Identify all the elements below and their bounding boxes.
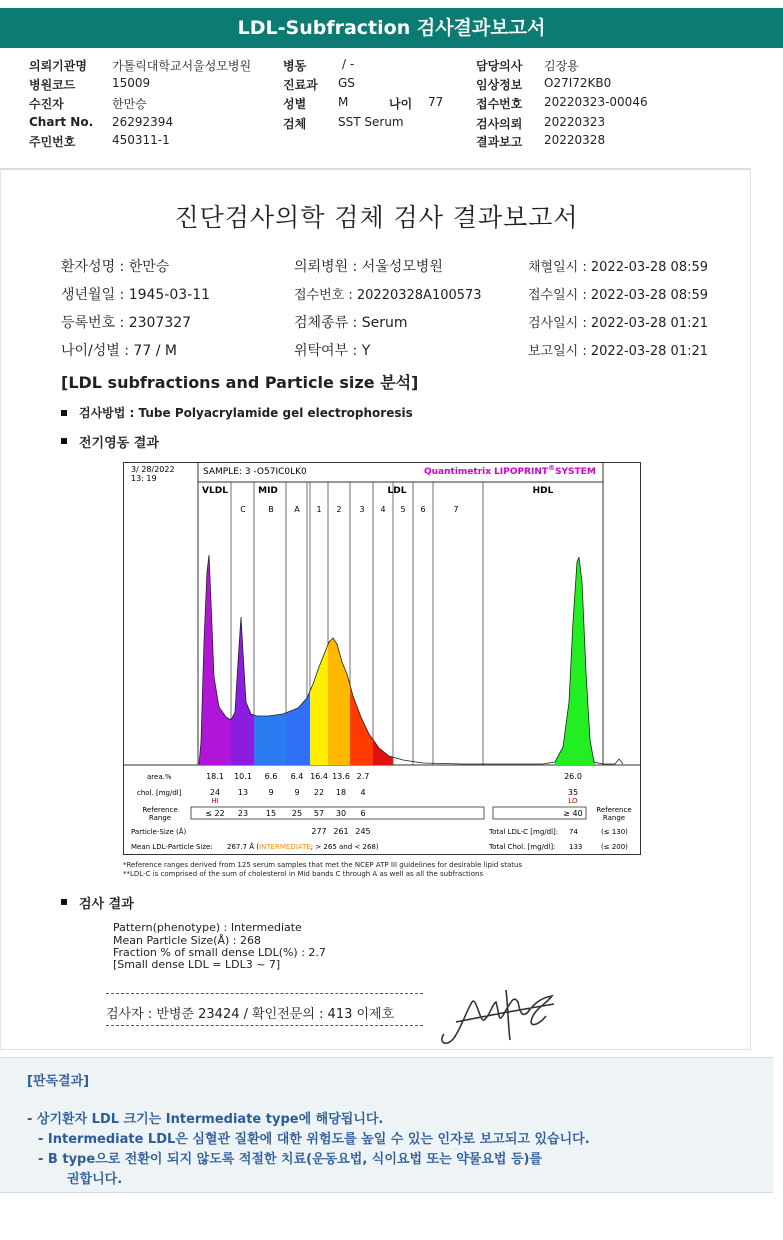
total-chol-value: 133 — [569, 843, 583, 851]
ref-value: 23 — [237, 809, 249, 818]
value: SST Serum — [338, 115, 404, 129]
ref-label: Reference — [142, 806, 178, 814]
ref-label: Range — [602, 814, 626, 822]
footnote-2: **LDL-C is comprised of the sum of cholesterol in Mid bands C through A as well as all the subfractions — [123, 870, 484, 878]
total-ldl-ref: (≤ 130) — [601, 828, 628, 836]
dashed-divider — [106, 1025, 423, 1026]
field-hospital: 의뢰병원 : 서울성모병원 — [294, 259, 443, 275]
field-collect-time: 채혈일시 : 2022-03-28 08:59 — [528, 260, 709, 275]
field-reg-no: 등록번호 : 2307327 — [61, 315, 192, 331]
table-row-label: chol. [mg/dl] — [137, 789, 182, 797]
ref-value: 30 — [335, 809, 347, 818]
dashed-divider — [106, 993, 423, 994]
value: 450311-1 — [112, 133, 170, 147]
label: 접수번호 — [476, 97, 523, 111]
result-line-3: Fraction % of small dense LDL(%) : 2.7 — [113, 946, 326, 959]
result-line-4: [Small dense LDL = LDL3 ~ 7] — [113, 958, 281, 971]
value: 26292394 — [112, 115, 174, 129]
value: 김장용 — [544, 59, 579, 73]
chol-value: 18 — [335, 788, 347, 797]
label: 수진자 — [29, 97, 64, 111]
value: 15009 — [112, 76, 151, 90]
field-receive-time: 접수일시 : 2022-03-28 08:59 — [528, 288, 709, 303]
ref-value: 15 — [265, 809, 277, 818]
lo-flag: LO — [568, 797, 578, 805]
label: 의뢰기관명 — [29, 59, 87, 73]
area-value: 18.1 — [206, 772, 224, 781]
value: 77 — [428, 95, 444, 109]
interpretation-line-3: - B type으로 전환이 되지 않도록 적절한 치료(운동요법, 식이요법 또는 약물요법 등)를 — [38, 1152, 543, 1167]
label: 병동 — [283, 59, 307, 73]
particle-size-value: 261 — [333, 827, 349, 836]
chart-time: 13: 19 — [131, 474, 157, 483]
ref-value: 6 — [360, 809, 366, 818]
field-accession: 접수번호 : 20220328A100573 — [294, 288, 482, 303]
page-header: LDL-Subfraction 검사결과보고서 — [0, 8, 783, 48]
area-value: 10.1 — [234, 772, 252, 781]
interpretation-line-1: - 상기환자 LDL 크기는 Intermediate type에 해당됩니다. — [27, 1112, 384, 1127]
section-title: [LDL subfractions and Particle size 분석] — [61, 373, 419, 392]
chart-brand: Quantimetrix LIPOPRINT®SYSTEM — [424, 464, 596, 477]
zone-label: MID — [258, 486, 278, 496]
value: O27I72KB0 — [544, 76, 612, 90]
fraction-fill — [254, 713, 286, 765]
label: 담당의사 — [476, 59, 523, 73]
label: 병원코드 — [29, 78, 76, 92]
label: Chart No. — [29, 115, 94, 129]
band-label: A — [294, 505, 300, 514]
band-label: 3 — [359, 505, 365, 514]
area-value: 13.6 — [332, 772, 350, 781]
band-label: C — [240, 505, 246, 514]
result-title: 검사 결과 — [79, 897, 134, 912]
label: 나이 — [389, 97, 413, 111]
chol-value: 9 — [294, 788, 300, 797]
area-value: 26.0 — [564, 772, 582, 781]
hi-flag: HI — [211, 797, 219, 805]
bullet-icon — [61, 410, 67, 416]
particle-size-value: 245 — [355, 827, 371, 836]
label: 진료과 — [283, 78, 318, 92]
field-outsource: 위탁여부 : Y — [294, 343, 371, 359]
table-row-label: area.% — [147, 773, 172, 781]
chol-value: 9 — [268, 788, 274, 797]
electrophoresis-title: 전기영동 결과 — [79, 436, 159, 451]
result-line-2: Mean Particle Size(Å) : 268 — [113, 934, 261, 947]
field-report-time: 보고일시 : 2022-03-28 01:21 — [528, 344, 709, 359]
total-chol-ref: (≤ 200) — [601, 843, 628, 851]
chol-value: 35 — [567, 788, 579, 797]
label: 결과보고 — [476, 135, 523, 149]
band-label: 5 — [400, 505, 406, 514]
field-specimen: 검체종류 : Serum — [294, 315, 408, 331]
field-age-sex: 나이/성별 : 77 / M — [61, 343, 177, 359]
field-birth: 생년월일 : 1945-03-11 — [61, 287, 211, 303]
band-label: 7 — [453, 505, 459, 514]
value: M — [338, 95, 349, 109]
zone-label: LDL — [387, 486, 407, 496]
ref-value: ≥ 40 — [563, 809, 583, 818]
ref-label: Reference — [596, 806, 632, 814]
field-name: 환자성명 : 한만승 — [61, 259, 170, 275]
interpretation-line-2: - Intermediate LDL은 심혈관 질환에 대한 위험도를 높일 수 있는 인자로 보고되고 있습니다. — [38, 1132, 590, 1147]
lipoprint-chart — [123, 462, 641, 878]
label: 검체 — [283, 117, 307, 131]
ref-value: 25 — [291, 809, 303, 818]
label: 임상정보 — [476, 78, 523, 92]
bullet-icon — [61, 438, 67, 444]
ref-value: 57 — [313, 809, 325, 818]
chart-frame — [124, 463, 641, 855]
chart-date: 3/ 28/2022 — [131, 465, 175, 474]
label: 주민번호 — [29, 135, 76, 149]
band-label: 6 — [420, 505, 426, 514]
zone-label: VLDL — [202, 486, 228, 496]
chol-value: 13 — [237, 788, 249, 797]
area-value: 16.4 — [310, 772, 328, 781]
label: 성별 — [283, 97, 307, 111]
area-value: 6.4 — [290, 772, 304, 781]
examiner-line: 검사자 : 반병준 23424 / 확인전문의 : 413 이제호 — [106, 1007, 395, 1022]
value: / - — [342, 57, 355, 71]
report-title: 진단검사의학 검체 검사 결과보고서 — [174, 203, 579, 232]
total-chol-label: Total Chol. [mg/dl]: — [489, 843, 556, 851]
value: 가톨릭대학교서울성모병원 — [112, 59, 252, 73]
particle-size-value: 277 — [311, 827, 327, 836]
area-value: 6.6 — [264, 772, 278, 781]
interpretation-panel — [0, 1057, 773, 1193]
interpretation-line-4: 권합니다. — [67, 1172, 123, 1187]
area-value: 2.7 — [356, 772, 370, 781]
label: 검사의뢰 — [476, 117, 523, 131]
total-ldl-label: Total LDL-C [mg/dl]: — [489, 828, 559, 836]
bullet-icon — [61, 899, 67, 905]
band-label: 2 — [336, 505, 342, 514]
chart-sample: SAMPLE: 3 -O57IC0LK0 — [203, 467, 307, 477]
ref-value: ≤ 22 — [205, 809, 225, 818]
band-label: 1 — [316, 505, 322, 514]
report-document — [0, 168, 751, 1050]
value: 20220323 — [544, 115, 606, 129]
mean-size-text: 267.7 Å (INTERMEDIATE; > 265 and < 268) — [227, 843, 379, 851]
band-label: 4 — [380, 505, 386, 514]
mean-size-label: Mean LDL-Particle Size: — [131, 843, 213, 851]
value: 한만승 — [112, 97, 147, 111]
chol-value: 22 — [313, 788, 325, 797]
result-line-1: Pattern(phenotype) : Intermediate — [113, 921, 302, 934]
value: 20220323-00046 — [544, 95, 648, 109]
field-test-time: 검사일시 : 2022-03-28 01:21 — [528, 316, 709, 331]
chol-value: 4 — [360, 788, 366, 797]
method-text: 검사방법 : Tube Polyacrylamide gel electrophoresis — [79, 406, 413, 420]
signature-image — [436, 982, 566, 1050]
interpretation-title: [판독결과] — [27, 1074, 90, 1089]
value: GS — [338, 76, 355, 90]
value: 20220328 — [544, 133, 606, 147]
footnote-1: *Reference ranges derived from 125 serum samples that met the NCEP ATP III guidelines for desirable lipid status — [123, 861, 523, 869]
total-ldl-value: 74 — [569, 828, 578, 836]
band-label: B — [268, 505, 274, 514]
ref-label: Range — [148, 814, 172, 822]
chol-value: 24 — [209, 788, 221, 797]
particle-size-label: Particle-Size (Å) — [131, 828, 187, 836]
zone-label: HDL — [532, 486, 554, 496]
